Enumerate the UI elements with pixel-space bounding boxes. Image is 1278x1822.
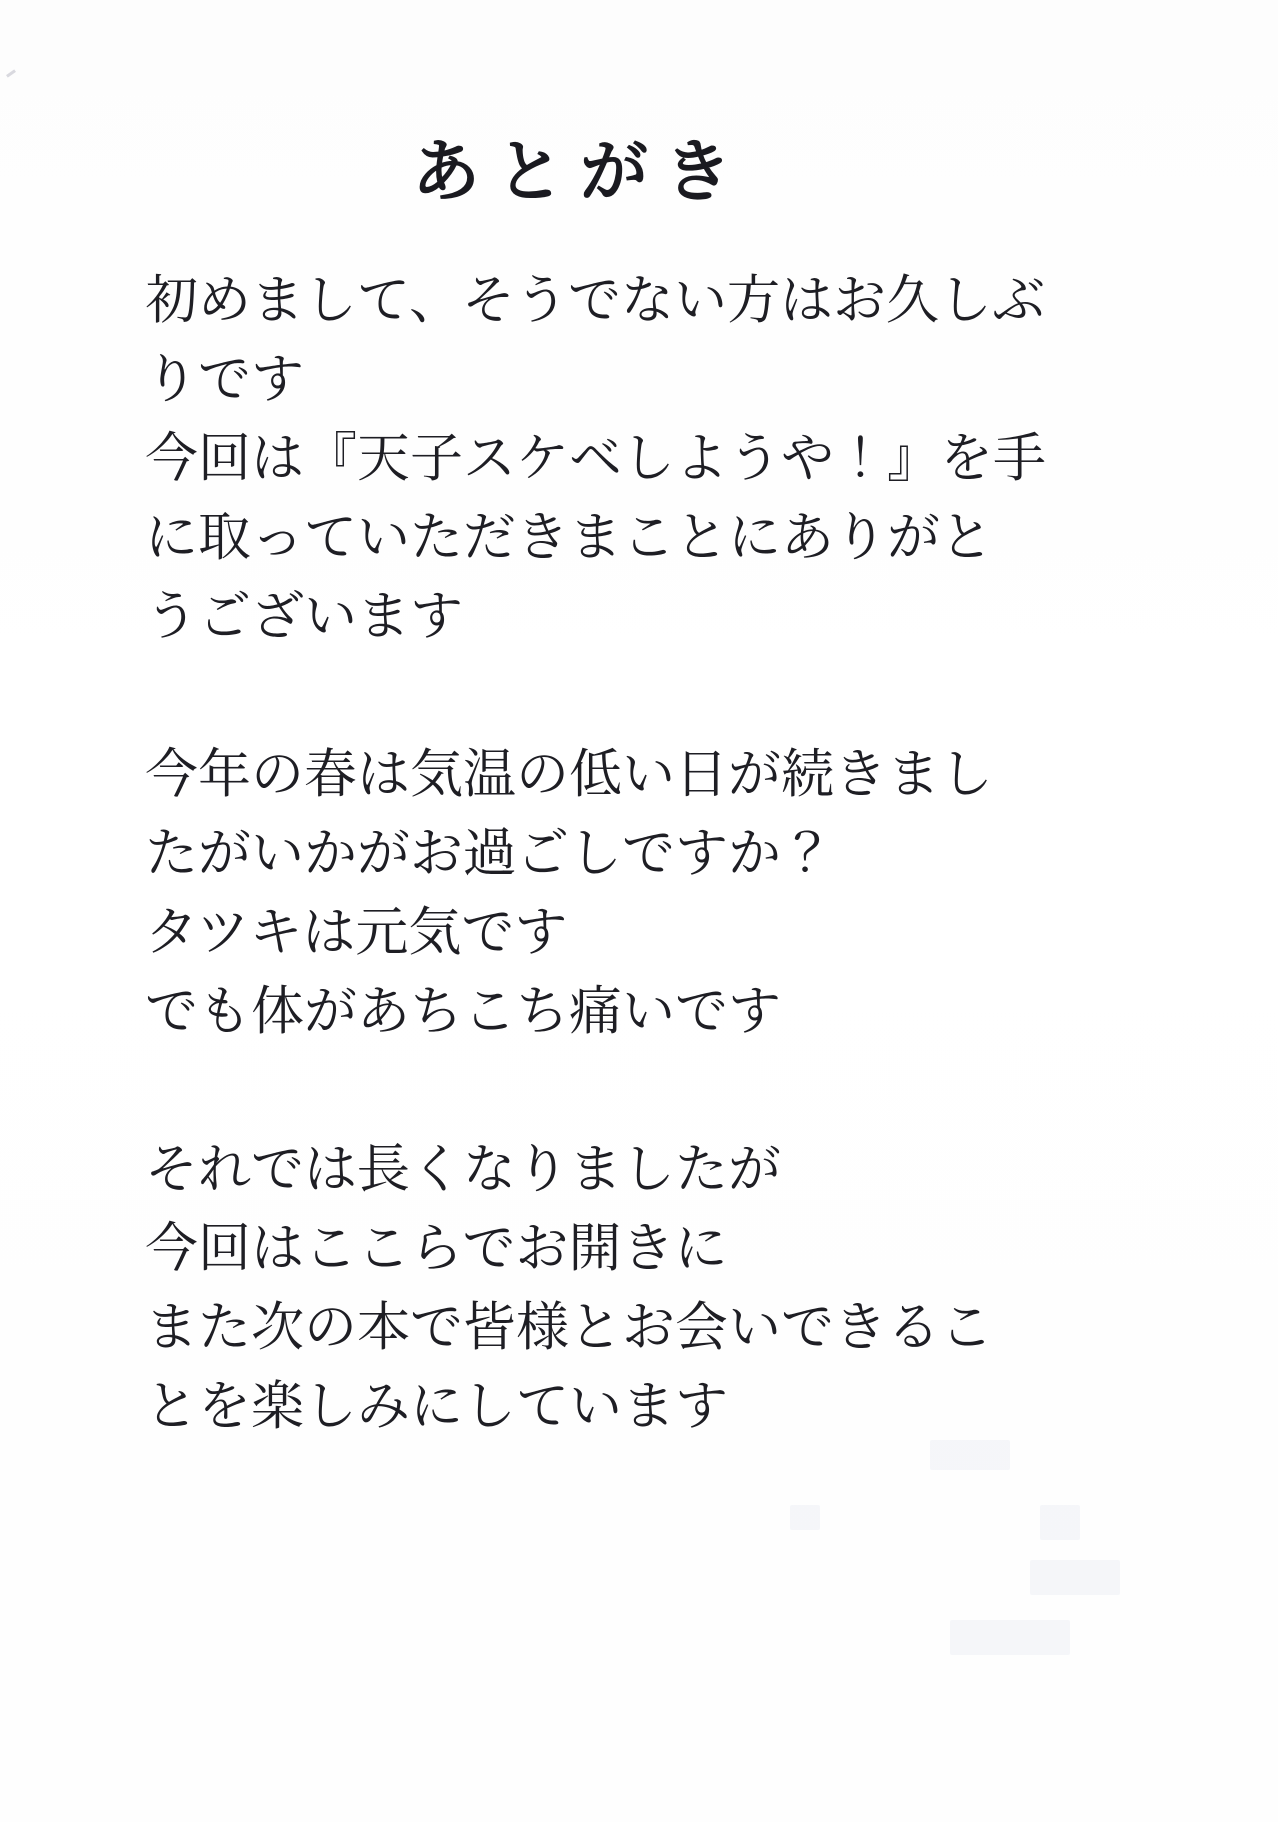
scan-smudge <box>1040 1505 1080 1540</box>
scan-smudge <box>1030 1560 1120 1595</box>
page-title: あとがき <box>411 134 748 210</box>
scan-smudge <box>790 1505 820 1530</box>
scan-smudge <box>930 1440 1010 1470</box>
text-line: 初めまして、そうでない方はお久しぶ <box>145 272 1045 330</box>
text-line: タツキは元気です <box>145 904 568 962</box>
text-line: でも体があちこち痛いです <box>145 983 781 1041</box>
paragraph-closing <box>145 1131 1175 1447</box>
afterword-body <box>145 262 1175 1526</box>
text-line: 今年の春は気温の低い日が続きまし <box>145 746 993 804</box>
paragraph-season <box>145 736 1175 1052</box>
text-line: に取っていただきまことにありがと <box>145 509 993 567</box>
text-line: また次の本で皆様とお会いできるこ <box>145 1299 993 1357</box>
scan-corner-artifact <box>6 69 16 77</box>
text-line: うございます <box>145 588 463 646</box>
text-line: それでは長くなりましたが <box>145 1141 781 1199</box>
text-line: とを楽しみにしています <box>145 1378 728 1436</box>
scan-smudge <box>950 1620 1070 1655</box>
text-line: たがいかがお過ごしですか？ <box>145 825 834 883</box>
text-line: 今回は『天子スケベしようや！』を手 <box>145 430 1046 488</box>
text-line: 今回はここらでお開きに <box>145 1220 728 1278</box>
paragraph-greeting <box>145 262 1175 657</box>
text-line: りです <box>145 351 304 409</box>
